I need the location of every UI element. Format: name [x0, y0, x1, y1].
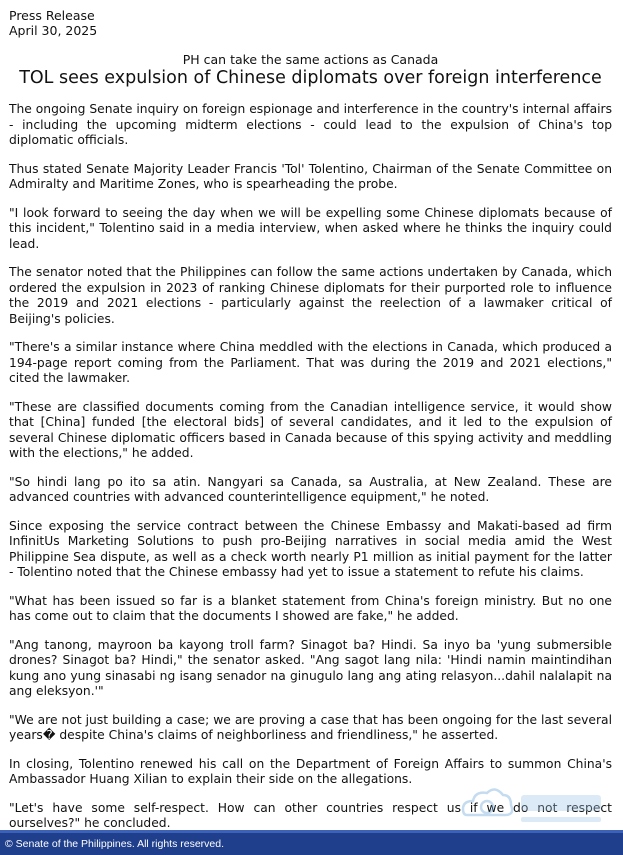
release-date: April 30, 2025 — [9, 23, 98, 38]
article-headline: TOL sees expulsion of Chinese diplomats over foreign interference — [19, 68, 602, 88]
article-paragraph: Since exposing the service contract between the Chinese Embassy and Makati-based ad firm InfinitUs Marketing Solutions to push pro-Beijing narratives in social media amid the West Philippine Sea dispute, as well as a check worth nearly P1 million as initial payment for the latter - Tolentino noted that the Chinese embassy had yet to issue a statement to refute his claims. — [9, 518, 612, 579]
article-paragraph: "There's a similar instance where China meddled with the elections in Canada, which produced a 194-page report coming from the Parliament. That was during the 2019 and 2021 elections," cited the lawmaker. — [9, 340, 612, 385]
article-paragraph: "Ang tanong, mayroon ba kayong troll farm? Sinagot ba? Hindi. Sa inyo ba 'yung submersible drones? Sinagot ba? Hindi," the senator asked. "Ang sagot lang nila: 'Hindi namin maintindihan kung ano yung sinasabi ng isang senador na ginugulo lang ang ating relasyon...dahil nalalapit na ang eleksyon.'" — [9, 637, 612, 698]
article-paragraph: "These are classified documents coming from the Canadian intelligence service, it would show that [China] funded [the electoral bids] of several candidates, and it led to the expulsion of several Chinese diplomatic officers based in Canada because of this spying activity and meddling with the elections," he added. — [9, 399, 612, 460]
article-paragraph: "Let's have some self-respect. How can other countries respect us if we do not respect ourselves?" he concluded. — [9, 800, 612, 830]
article-paragraph: In closing, Tolentino renewed his call on the Department of Foreign Affairs to summon China's Ambassador Huang Xilian to explain their side on the allegations. — [9, 756, 612, 786]
article-paragraph: "What has been issued so far is a blanket statement from China's foreign ministry. But no one has come out to claim that the documents I showed are fake," he added. — [9, 593, 612, 623]
article-paragraph: "We are not just building a case; we are proving a case that has been ongoing for the last several years� despite China's claims of neighborliness and friendliness," he asserted. — [9, 712, 612, 742]
release-label: Press Release — [9, 8, 95, 23]
release-meta — [9, 8, 612, 38]
article-paragraph: The ongoing Senate inquiry on foreign espionage and interference in the country's internal affairs - including the upcoming midterm elections - could lead to the expulsion of China's top diplomatic officials. — [9, 102, 612, 147]
article-paragraph: "So hindi lang po ito sa atin. Nangyari sa Canada, sa Australia, at New Zealand. These are advanced countries with advanced counterintelligence equipment," he noted. — [9, 474, 612, 504]
article-subheadline: PH can take the same actions as Canada — [182, 52, 439, 67]
article-paragraph: Thus stated Senate Majority Leader Francis 'Tol' Tolentino, Chairman of the Senate Committee on Admiralty and Maritime Zones, who is spearheading the probe. — [9, 161, 612, 191]
article-body — [9, 102, 612, 832]
copyright-text: © Senate of the Philippines. All rights reserved. — [5, 838, 225, 850]
article-paragraph: "I look forward to seeing the day when we will be expelling some Chinese diplomats because of this incident," Tolentino said in a media interview, when asked where he thinks the inquiry could lead. — [9, 205, 612, 251]
copyright-footer — [0, 830, 623, 855]
article-paragraph: The senator noted that the Philippines can follow the same actions undertaken by Canada, which ordered the expulsion in 2023 of ranking Chinese diplomats for their purported role to influence the 2019 and 2021 elections - particularly against the reelection of a lawmaker critical of Beijing's policies. — [9, 265, 612, 326]
